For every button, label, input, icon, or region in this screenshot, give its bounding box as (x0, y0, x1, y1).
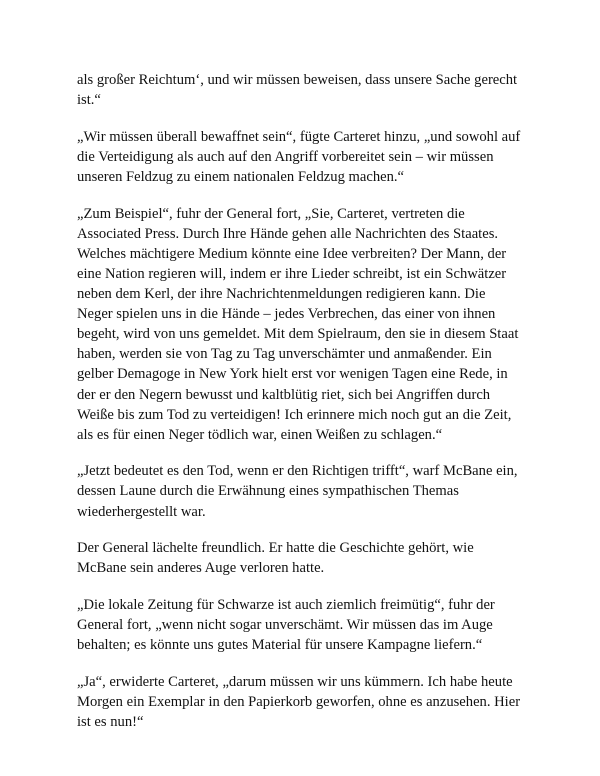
text-line: „Die lokale Zeitung für Schwarze ist auch ziemlich freimütig“, fuhr der (77, 597, 495, 614)
text-line: General fort, „wenn nicht sogar unverschämt. Wir müssen das im Auge (77, 617, 493, 634)
text-line: behalten; es könnte uns gutes Material für unsere Kampagne liefern.“ (77, 637, 483, 654)
text-line: ist.“ (77, 92, 101, 109)
text-line: ist es nun!“ (77, 714, 144, 731)
text-line: als großer Reichtum‘, und wir müssen beweisen, dass unsere Sache gerecht (77, 72, 518, 88)
paragraph-3 (77, 204, 537, 445)
text-line: begeht, wird von uns gemeldet. Mit dem Spielraum, den sie in diesem Staat (77, 326, 519, 343)
text-line: dessen Laune durch die Erwähnung eines sympathischen Themas (77, 483, 459, 500)
text-line: haben, werden sie von Tag zu Tag unverschämter und anmaßender. Ein (77, 346, 492, 363)
text-line: „Ja“, erwiderte Carteret, „darum müssen wir uns kümmern. Ich habe heute (77, 673, 513, 690)
text-line: „Wir müssen überall bewaffnet sein“, fügte Carteret hinzu, „und sowohl auf (77, 128, 521, 145)
text-line: Weiße bis zum Tod zu verteidigen! Ich erinnere mich noch gut an die Zeit, (77, 406, 512, 423)
paragraph-4 (77, 461, 537, 521)
text-line: eine Nation regieren will, indem er ihre Lieder schreibt, ist ein Schwätzer (77, 265, 507, 282)
text-line: wiederhergestellt war. (77, 503, 206, 520)
paragraph-2 (77, 127, 537, 187)
text-line: Associated Press. Durch Ihre Hände gehen alle Nachrichten des Staates. (77, 225, 499, 242)
paragraph-1 (77, 70, 537, 110)
text-line: Neger spielen uns in die Hände – jedes Verbrechen, das einer von ihnen (77, 306, 496, 323)
text-line: die Verteidigung als auch auf den Angriff vorbereitet sein – wir müssen (77, 148, 494, 165)
text-line: „Zum Beispiel“, fuhr der General fort, „Sie, Carteret, vertreten die (77, 205, 465, 222)
text-line: Morgen ein Exemplar in den Papierkorb geworfen, ohne es anzusehen. Hier (77, 694, 521, 710)
text-line: McBane sein anderes Auge verloren hatte. (77, 560, 325, 577)
text-line: gelber Demagoge in New York hielt erst vor wenigen Tagen eine Rede, in (77, 366, 508, 383)
text-line: Welches mächtigere Medium könnte eine Idee verbreiten? Der Mann, der (77, 245, 507, 262)
paragraph-5 (77, 538, 537, 578)
text-line: Der General lächelte freundlich. Er hatte die Geschichte gehört, wie (77, 540, 474, 557)
text-line: „Jetzt bedeutet es den Tod, wenn er den Richtigen trifft“, warf McBane ein, (77, 463, 518, 480)
text-line: als es für einen Neger tödlich war, einen Weißen zu schlagen.“ (77, 426, 443, 443)
text-line: neben dem Kerl, der ihre Nachrichtenmeldungen redigieren kann. Die (77, 286, 486, 303)
body-text (77, 70, 537, 749)
text-line: unseren Feldzug zu einem nationalen Feldzug machen.“ (77, 168, 405, 185)
paragraph-6 (77, 595, 537, 655)
paragraph-7 (77, 672, 537, 732)
text-line: der er den Negern bewusst und kaltblütig riet, sich bei Angriffen durch (77, 386, 491, 403)
